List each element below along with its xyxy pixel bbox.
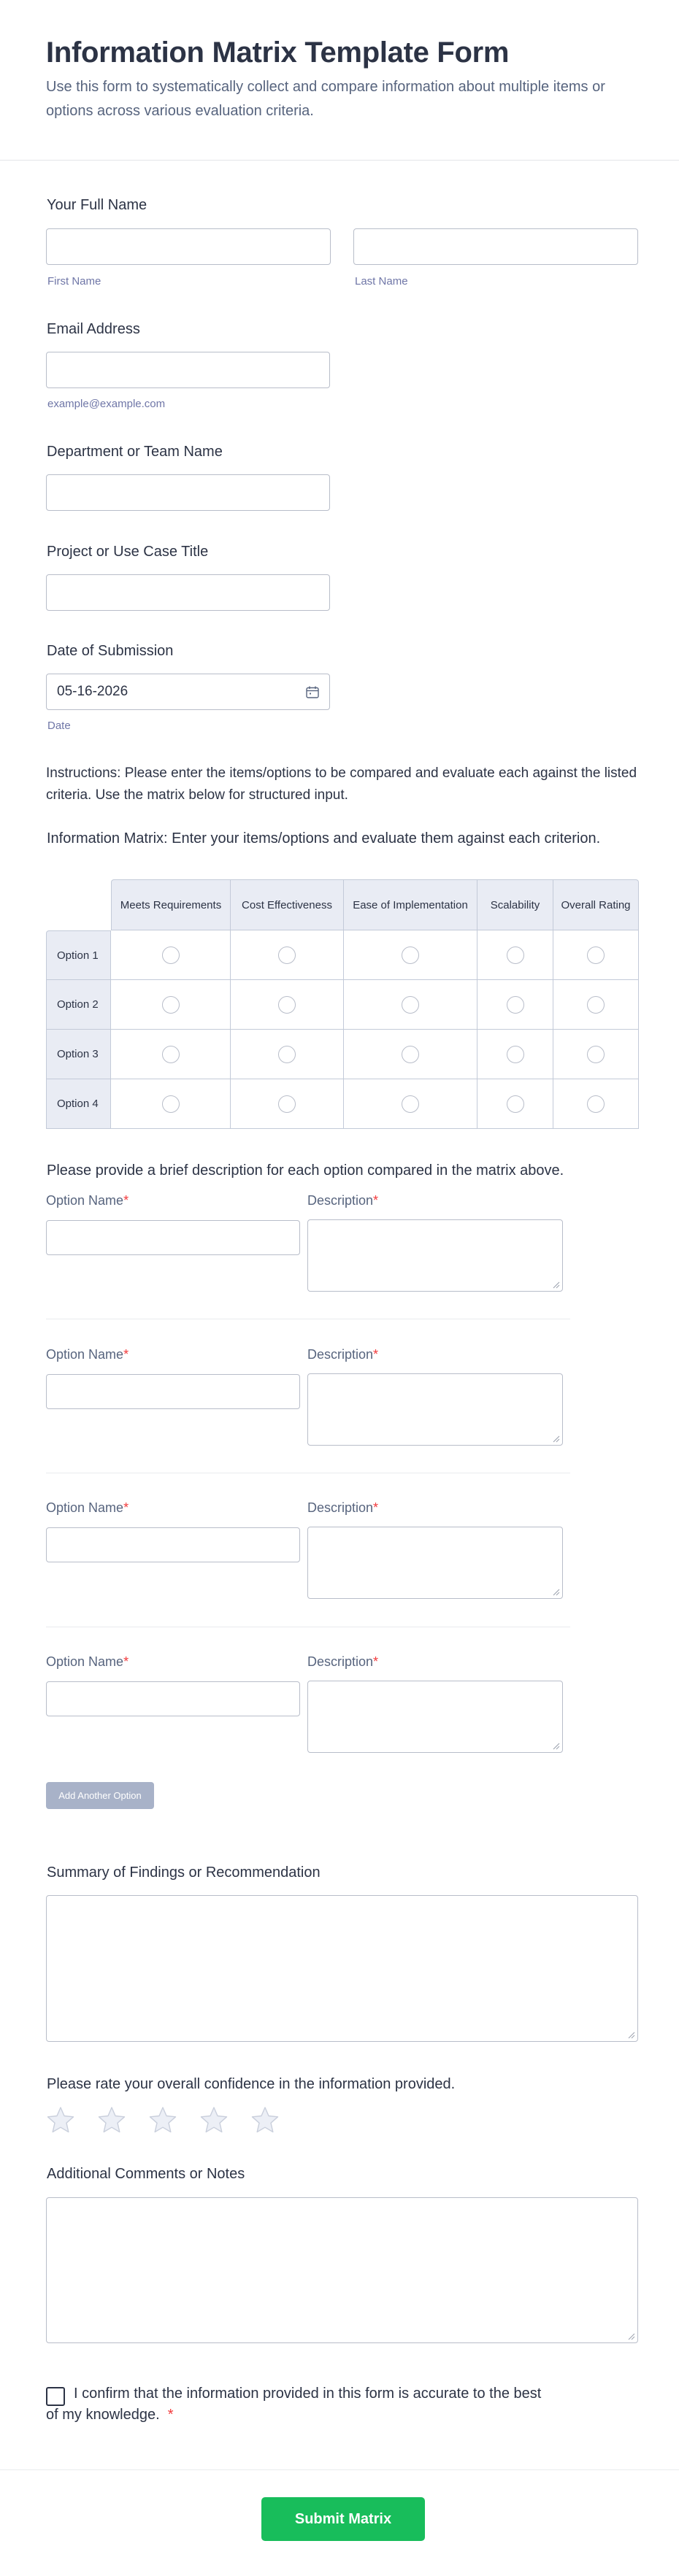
email-input[interactable]: [46, 352, 330, 388]
matrix-column-header: Cost Effectiveness: [231, 879, 344, 930]
instructions-text: Instructions: Please enter the items/options to be compared and evaluate each against the listed criteria. Use the matrix below for structured input.: [46, 766, 637, 803]
star-icon[interactable]: [199, 2105, 229, 2135]
matrix-radio[interactable]: [278, 996, 296, 1014]
description-textarea[interactable]: [307, 1527, 563, 1599]
matrix-radio[interactable]: [162, 1095, 180, 1113]
matrix-row: [46, 1079, 639, 1129]
descriptions-title: Please provide a brief description for each option compared in the matrix above.: [47, 1162, 564, 1179]
matrix-radio[interactable]: [507, 946, 524, 964]
submit-button[interactable]: Submit Matrix: [261, 2497, 425, 2541]
description-label: Description*: [307, 1500, 379, 1515]
resize-handle-icon[interactable]: [553, 1281, 560, 1289]
confirm-label: I confirm that the information provided in this form is accurate to the best of my knowledge. *: [46, 2386, 542, 2423]
matrix-corner: [46, 879, 111, 930]
date-label: Date of Submission: [47, 643, 174, 659]
star-icon[interactable]: [250, 2105, 280, 2135]
matrix-radio[interactable]: [162, 996, 180, 1014]
department-input[interactable]: [46, 474, 330, 511]
summary-textarea[interactable]: [46, 1895, 638, 2042]
description-textarea[interactable]: [307, 1219, 563, 1292]
matrix-column-header: Ease of Implementation: [344, 879, 477, 930]
matrix-row-header: Option 1: [46, 930, 111, 980]
summary-label: Summary of Findings or Recommendation: [47, 1864, 321, 1881]
option-name-label: Option Name*: [46, 1500, 129, 1515]
matrix-row: [46, 980, 639, 1030]
matrix-column-header: Scalability: [477, 879, 553, 930]
project-input[interactable]: [46, 574, 330, 611]
department-label: Department or Team Name: [47, 444, 223, 460]
resize-handle-icon[interactable]: [553, 1589, 560, 1596]
description-label: Description*: [307, 1347, 379, 1362]
matrix-row-header: Option 3: [46, 1030, 111, 1079]
matrix-title: Information Matrix: Enter your items/options and evaluate them against each criterion.: [47, 830, 601, 847]
option-name-input[interactable]: [46, 1374, 300, 1409]
description-label: Description*: [307, 1193, 379, 1208]
comments-textarea[interactable]: [46, 2197, 638, 2343]
matrix-radio[interactable]: [587, 946, 605, 964]
date-value: 05-16-2026: [57, 684, 128, 699]
matrix-radio[interactable]: [507, 1095, 524, 1113]
matrix-radio[interactable]: [278, 1046, 296, 1063]
matrix-radio[interactable]: [278, 946, 296, 964]
footer-divider: [0, 2469, 679, 2470]
option-name-input[interactable]: [46, 1220, 300, 1255]
matrix-radio[interactable]: [402, 996, 419, 1014]
star-icon[interactable]: [46, 2105, 75, 2135]
resize-handle-icon[interactable]: [553, 1435, 560, 1443]
matrix-row-header: Option 2: [46, 980, 111, 1030]
matrix-radio[interactable]: [507, 1046, 524, 1063]
matrix-radio[interactable]: [587, 996, 605, 1014]
full-name-label: Your Full Name: [47, 197, 147, 213]
first-name-input[interactable]: [46, 228, 331, 265]
option-name-label: Option Name*: [46, 1347, 129, 1362]
date-sublabel: Date: [47, 720, 71, 732]
matrix-radio[interactable]: [162, 1046, 180, 1063]
matrix-column-header: Overall Rating: [553, 879, 639, 930]
star-icon[interactable]: [148, 2105, 177, 2135]
option-name-label: Option Name*: [46, 1193, 129, 1208]
option-name-label: Option Name*: [46, 1654, 129, 1669]
description-textarea[interactable]: [307, 1373, 563, 1446]
project-label: Project or Use Case Title: [47, 544, 209, 560]
email-label: Email Address: [47, 321, 140, 337]
resize-handle-icon[interactable]: [628, 2333, 635, 2340]
matrix-row: [46, 930, 639, 980]
description-textarea[interactable]: [307, 1681, 563, 1753]
email-sublabel: example@example.com: [47, 398, 166, 410]
matrix-radio[interactable]: [587, 1095, 605, 1113]
star-icon[interactable]: [97, 2105, 126, 2135]
matrix-radio[interactable]: [507, 996, 524, 1014]
matrix-radio[interactable]: [402, 946, 419, 964]
form-title: Information Matrix Template Form: [46, 36, 510, 69]
form-subtitle: Use this form to systematically collect and compare information about multiple items or options across various evaluation criteria.: [46, 79, 605, 119]
matrix-row-header: Option 4: [46, 1079, 111, 1129]
calendar-icon[interactable]: [306, 686, 319, 698]
date-input[interactable]: [46, 674, 330, 710]
information-matrix: [46, 879, 639, 1129]
option-name-input[interactable]: [46, 1527, 300, 1562]
matrix-radio[interactable]: [162, 946, 180, 964]
matrix-column-header: Meets Requirements: [111, 879, 231, 930]
description-label: Description*: [307, 1654, 379, 1669]
add-another-option-button[interactable]: Add Another Option: [46, 1782, 154, 1809]
option-name-input[interactable]: [46, 1681, 300, 1716]
resize-handle-icon[interactable]: [553, 1743, 560, 1750]
matrix-radio[interactable]: [402, 1046, 419, 1063]
last-name-input[interactable]: [353, 228, 638, 265]
confidence-label: Please rate your overall confidence in the information provided.: [47, 2076, 456, 2092]
matrix-row: [46, 1030, 639, 1079]
resize-handle-icon[interactable]: [628, 2032, 635, 2039]
form-header: [0, 0, 679, 161]
matrix-radio[interactable]: [278, 1095, 296, 1113]
matrix-radio[interactable]: [402, 1095, 419, 1113]
comments-label: Additional Comments or Notes: [47, 2166, 245, 2182]
matrix-radio[interactable]: [587, 1046, 605, 1063]
first-name-sublabel: First Name: [47, 275, 101, 288]
last-name-sublabel: Last Name: [355, 275, 408, 288]
